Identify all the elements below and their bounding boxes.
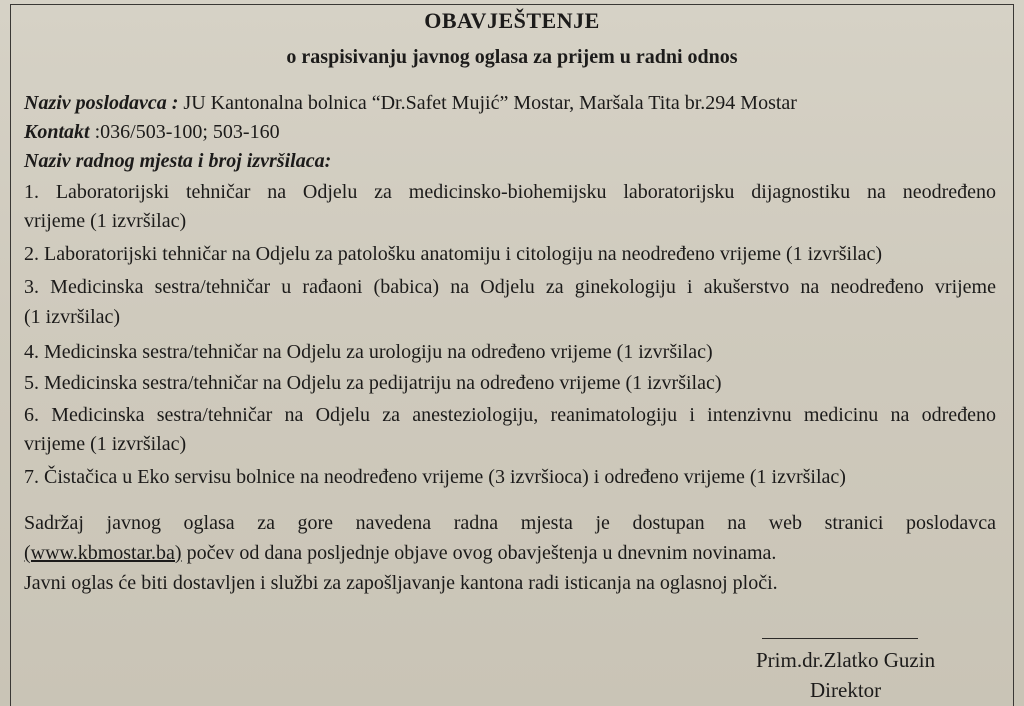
- contact-value: :036/503-100; 503-160: [89, 121, 280, 143]
- employer-label: Naziv poslodavca :: [24, 92, 179, 114]
- position-1-line-1: 1. Laboratorijski tehničar na Odjelu za medicinsko-biohemijsku laboratorijsku dijagnostiku na neodređeno: [24, 181, 996, 203]
- position-2: 2. Laboratorijski tehničar na Odjelu za patološku anatomiju i citologiju na neodređeno vrijeme (1 izvršilac): [24, 243, 883, 265]
- position-4: 4. Medicinska sestra/tehničar na Odjelu za urologiju na određeno vrijeme (1 izvršilac): [24, 341, 713, 363]
- position-6-line-2: vrijeme (1 izvršilac): [24, 433, 187, 455]
- website-link[interactable]: (www.kbmostar.ba): [24, 542, 182, 564]
- contact-label: Kontakt: [24, 121, 90, 143]
- position-5: 5. Medicinska sestra/tehničar na Odjelu za pedijatriju na određeno vrijeme (1 izvršilac): [24, 372, 722, 394]
- position-6-line-1: 6. Medicinska sestra/tehničar na Odjelu za anesteziologiju, reanimatologiju i intenzivnu medicinu na određeno: [24, 404, 996, 426]
- positions-heading: Naziv radnog mjesta i broj izvršilaca:: [24, 150, 332, 172]
- signatory-role: Direktor: [810, 678, 882, 702]
- position-7: 7. Čistačica u Eko servisu bolnice na neodređeno vrijeme (3 izvršioca) i određeno vrijeme (1 izvršilac): [24, 466, 846, 488]
- employer-line: [24, 92, 797, 115]
- position-3-line-1: 3. Medicinska sestra/tehničar u rađaoni (babica) na Odjelu za ginekologiju i akušerstvo na neodređeno vrijeme: [24, 276, 996, 298]
- closing-line-1: Sadržaj javnog oglasa za gore navedena radna mjesta je dostupan na web stranici poslodavca: [24, 512, 996, 534]
- notice-subtitle: o raspisivanju javnog oglasa za prijem u radni odnos: [286, 46, 738, 68]
- employer-value: JU Kantonalna bolnica “Dr.Safet Mujić” Mostar, Maršala Tita br.294 Mostar: [178, 92, 797, 114]
- position-3-line-2: (1 izvršilac): [24, 306, 121, 328]
- contact-line: [24, 121, 280, 144]
- position-1-line-2: vrijeme (1 izvršilac): [24, 210, 187, 232]
- closing-line-3: Javni oglas će biti dostavljen i službi za zapošljavanje kantona radi isticanja na oglasnoj ploči.: [24, 572, 778, 594]
- signature-line: [762, 638, 918, 639]
- signatory-name: Prim.dr.Zlatko Guzin: [756, 648, 936, 672]
- closing-line-2-text: počev od dana posljednje objave ovog obavještenja u dnevnim novinama.: [181, 542, 777, 564]
- closing-line-2: [24, 542, 776, 565]
- notice-title: OBAVJEŠTENJE: [424, 8, 600, 33]
